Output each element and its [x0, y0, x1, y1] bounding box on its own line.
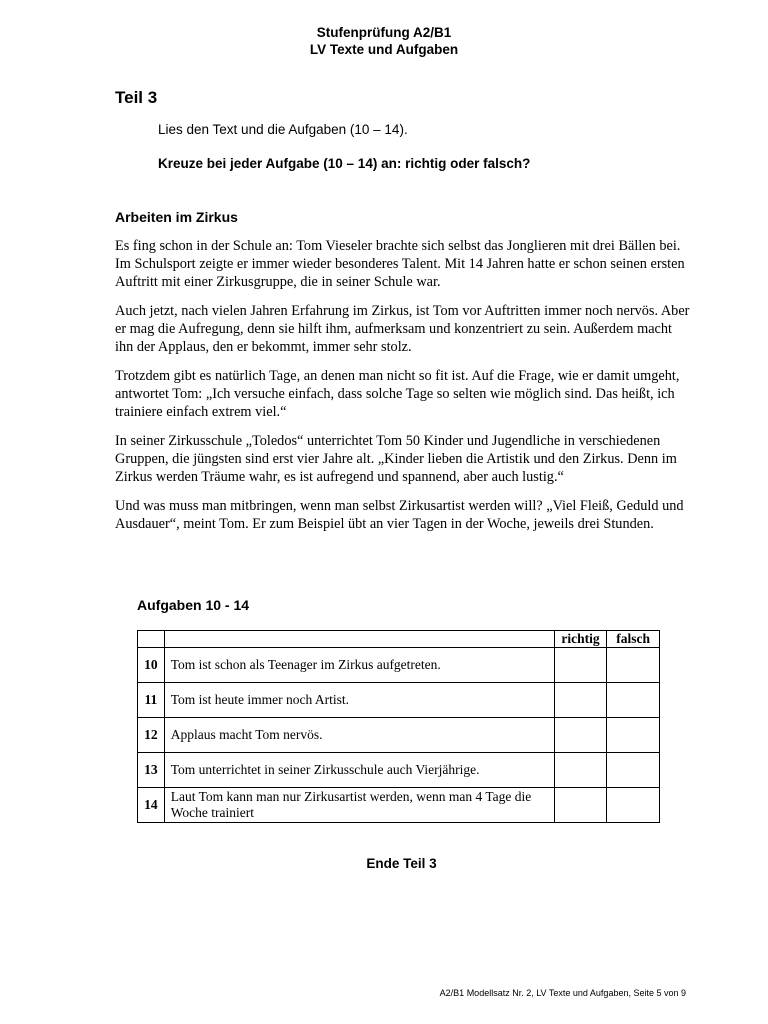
answer-box-richtig[interactable] — [554, 648, 607, 683]
table-header-row — [138, 631, 660, 648]
answer-box-falsch[interactable] — [607, 648, 660, 683]
column-header-falsch: falsch — [607, 631, 660, 648]
page-header — [0, 24, 768, 58]
table-row — [138, 718, 660, 753]
section-title: Teil 3 — [115, 88, 158, 107]
task-statement: Applaus macht Tom nervös. — [164, 718, 554, 753]
article-paragraph: Und was muss man mitbringen, wenn man selbst Zirkusartist werden will? „Viel Fleiß, Geduld und Ausdauer“, meint Tom. Er zum Beispiel übt an vier Tagen in der Woche, jeweils drei Stunden. — [115, 498, 684, 532]
answer-box-richtig[interactable] — [554, 718, 607, 753]
page-footer: A2/B1 Modellsatz Nr. 2, LV Texte und Aufgaben, Seite 5 von 9 — [439, 988, 686, 998]
column-header-richtig: richtig — [554, 631, 607, 648]
answer-box-falsch[interactable] — [607, 718, 660, 753]
article-paragraph: Trotzdem gibt es natürlich Tage, an denen man nicht so fit ist. Auf die Frage, wie er damit umgeht, antwortet Tom: „Ich versuche einfach, dass solche Tage so selten wie möglich sind. Das heißt, ich trainiere einfach extrem viel.“ — [115, 368, 680, 420]
answer-box-falsch[interactable] — [607, 788, 660, 823]
answer-box-richtig[interactable] — [554, 788, 607, 823]
header-subtitle: LV Texte und Aufgaben — [309, 42, 459, 57]
article-paragraph: Auch jetzt, nach vielen Jahren Erfahrung im Zirkus, ist Tom vor Auftritten immer noch nervös. Aber er mag die Aufregung, denn sie hilft ihm, aufmerksam und konzentriert zu sein. Außerdem macht ihn der Applaus, den er bekommt, immer sehr stolz. — [115, 303, 690, 355]
task-statement: Tom unterrichtet in seiner Zirkusschule auch Vierjährige. — [164, 753, 554, 788]
task-statement: Laut Tom kann man nur Zirkusartist werden, wenn man 4 Tage die Woche trainiert — [164, 788, 554, 823]
answer-table — [137, 630, 660, 823]
task-instruction: Kreuze bei jeder Aufgabe (10 – 14) an: richtig oder falsch? — [158, 156, 531, 171]
table-row — [138, 753, 660, 788]
article-paragraph: Es fing schon in der Schule an: Tom Vieseler brachte sich selbst das Jonglieren mit drei Bällen bei. Im Schulsport zeigte er immer wieder besonderes Talent. Mit 14 Jahren hatte er schon seinen ersten Auftritt mit einer Zirkusgruppe, die in seiner Schule war. — [115, 238, 685, 290]
answer-box-richtig[interactable] — [554, 683, 607, 718]
task-statement: Tom ist schon als Teenager im Zirkus aufgetreten. — [164, 648, 554, 683]
answer-box-falsch[interactable] — [607, 683, 660, 718]
article-paragraph: In seiner Zirkusschule „Toledos“ unterrichtet Tom 50 Kinder und Jugendliche in verschiedenen Gruppen, die jüngsten sind erst vier Jahre alt. „Kinder lieben die Artistik und den Zirkus. Denn im Zirkus werden Träume wahr, es ist aufregend und spannend, aber auch lustig.“ — [115, 433, 677, 485]
task-number: 12 — [138, 718, 165, 753]
task-number: 14 — [138, 788, 165, 823]
header-empty-statement — [164, 631, 554, 648]
header-exam-title: Stufenprüfung A2/B1 — [316, 25, 452, 40]
reading-instruction: Lies den Text und die Aufgaben (10 – 14). — [158, 122, 408, 137]
table-row — [138, 648, 660, 683]
table-row — [138, 683, 660, 718]
tasks-title: Aufgaben 10 - 14 — [137, 597, 250, 613]
article-body — [115, 237, 690, 544]
answer-box-richtig[interactable] — [554, 753, 607, 788]
task-number: 10 — [138, 648, 165, 683]
text-title: Arbeiten im Zirkus — [115, 209, 238, 225]
answer-box-falsch[interactable] — [607, 753, 660, 788]
table-row — [138, 788, 660, 823]
section-end-label: Ende Teil 3 — [366, 856, 437, 871]
task-number: 13 — [138, 753, 165, 788]
header-empty-num — [138, 631, 165, 648]
task-number: 11 — [138, 683, 165, 718]
task-statement: Tom ist heute immer noch Artist. — [164, 683, 554, 718]
